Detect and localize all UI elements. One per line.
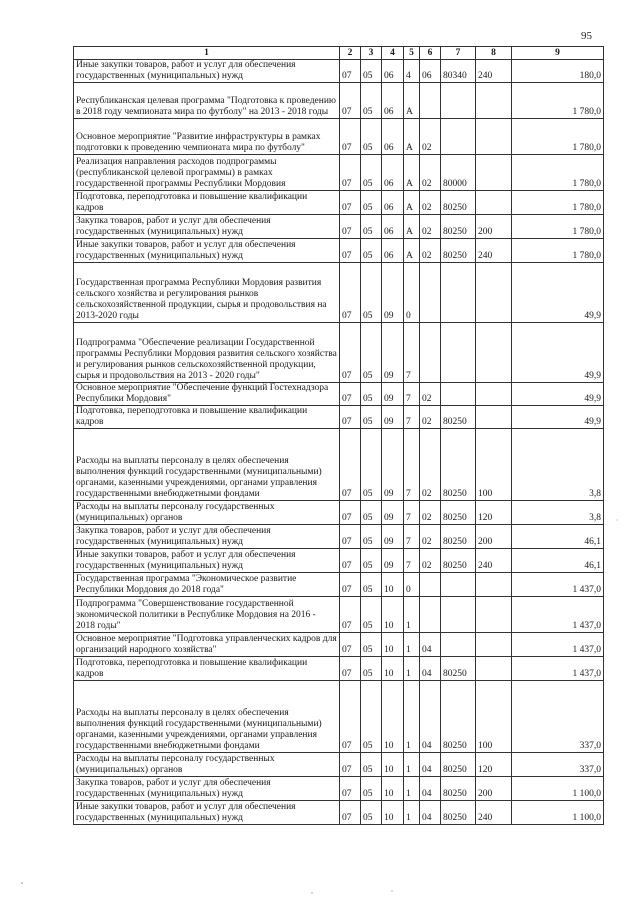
row-code-cell-c3: 05 [361, 777, 382, 801]
row-code-cell-c4: 10 [382, 777, 404, 801]
row-code-cell-c8 [476, 633, 512, 657]
row-amount-cell: 46,1 [512, 525, 604, 549]
row-code-cell-c4: 09 [382, 429, 404, 501]
row-code-cell-c5: 7 [404, 323, 420, 383]
table-row [74, 597, 604, 633]
row-code-cell-c8 [476, 323, 512, 383]
row-code-cell-c5: 1 [404, 681, 420, 753]
row-code-cell-c2: 07 [340, 597, 361, 633]
column-header: 8 [476, 47, 512, 60]
table-row [74, 191, 604, 215]
row-name-cell: Основное мероприятие "Обеспечение функций Гостехнадзора Республики Мордовия" [74, 383, 340, 406]
row-code-cell-c7: 80250 [441, 777, 476, 801]
row-code-cell-c7: 80250 [441, 525, 476, 549]
column-header: 1 [74, 47, 340, 60]
row-code-cell-c6: 04 [420, 753, 441, 777]
row-code-cell-c8: 240 [476, 549, 512, 573]
row-code-cell-c5: А [404, 83, 420, 119]
table-row [74, 681, 604, 753]
row-code-cell-c6: 02 [420, 501, 441, 525]
table-row [74, 501, 604, 525]
row-amount-cell: 49,9 [512, 406, 604, 429]
row-code-cell-c3: 05 [361, 119, 382, 155]
row-code-cell-c3: 05 [361, 573, 382, 597]
row-code-cell-c2: 07 [340, 573, 361, 597]
row-name-cell: Основное мероприятие "Подготовка управленческих кадров для организаций народного хозяйства" [74, 633, 340, 657]
row-code-cell-c7: 80340 [441, 60, 476, 83]
row-code-cell-c8 [476, 263, 512, 323]
row-code-cell-c3: 05 [361, 323, 382, 383]
row-code-cell-c7 [441, 573, 476, 597]
row-amount-cell: 3,8 [512, 429, 604, 501]
row-code-cell-c8 [476, 597, 512, 633]
row-code-cell-c5: 7 [404, 501, 420, 525]
row-name-cell: Расходы на выплаты персоналу в целях обеспечения выполнения функций государственными (муниципальными) органами, казенными учреждениями, органами управления государственными внебюджетными фондами [74, 429, 340, 501]
row-code-cell-c4: 10 [382, 597, 404, 633]
column-header: 6 [420, 47, 441, 60]
row-code-cell-c3: 05 [361, 549, 382, 573]
row-amount-cell: 1 437,0 [512, 573, 604, 597]
row-code-cell-c7 [441, 323, 476, 383]
row-code-cell-c2: 07 [340, 777, 361, 801]
row-code-cell-c7: 80250 [441, 429, 476, 501]
row-code-cell-c3: 05 [361, 406, 382, 429]
row-code-cell-c6 [420, 573, 441, 597]
row-code-cell-c8: 120 [476, 753, 512, 777]
row-code-cell-c4: 06 [382, 191, 404, 215]
row-amount-cell: 46,1 [512, 549, 604, 573]
row-code-cell-c5: 7 [404, 406, 420, 429]
row-code-cell-c3: 05 [361, 155, 382, 191]
row-code-cell-c5: А [404, 155, 420, 191]
row-code-cell-c4: 10 [382, 633, 404, 657]
table-row [74, 753, 604, 777]
row-code-cell-c5: 0 [404, 573, 420, 597]
row-code-cell-c4: 06 [382, 215, 404, 239]
row-code-cell-c2: 07 [340, 525, 361, 549]
row-amount-cell: 1 780,0 [512, 119, 604, 155]
column-header: 7 [441, 47, 476, 60]
table-row [74, 119, 604, 155]
page-number: 95 [581, 30, 592, 42]
table-row [74, 383, 604, 406]
row-code-cell-c5: 0 [404, 263, 420, 323]
row-name-cell: Иные закупки товаров, работ и услуг для обеспечения государственных (муниципальных) нужд [74, 801, 340, 825]
row-code-cell-c5: 7 [404, 525, 420, 549]
row-code-cell-c3: 05 [361, 191, 382, 215]
row-amount-cell: 49,9 [512, 263, 604, 323]
row-code-cell-c3: 05 [361, 633, 382, 657]
row-code-cell-c4: 10 [382, 801, 404, 825]
row-code-cell-c7: 80250 [441, 801, 476, 825]
table-row [74, 323, 604, 383]
row-amount-cell: 1 780,0 [512, 239, 604, 263]
row-name-cell: Подготовка, переподготовка и повышение квалификации кадров [74, 191, 340, 215]
row-code-cell-c6: 04 [420, 801, 441, 825]
row-code-cell-c7: 80250 [441, 681, 476, 753]
row-code-cell-c7: 80250 [441, 406, 476, 429]
row-code-cell-c6: 02 [420, 239, 441, 263]
row-code-cell-c6: 04 [420, 777, 441, 801]
row-code-cell-c8 [476, 573, 512, 597]
row-code-cell-c8: 120 [476, 501, 512, 525]
row-name-cell: Иные закупки товаров, работ и услуг для обеспечения государственных (муниципальных) нужд [74, 60, 340, 83]
table-row [74, 549, 604, 573]
table-row [74, 777, 604, 801]
row-amount-cell: 1 437,0 [512, 657, 604, 681]
row-name-cell: Государственная программа Республики Мордовия развития сельского хозяйства и регулирования рынков сельскохозяйственной продукции, сырья и продовольствия на 2013-2020 годы [74, 263, 340, 323]
row-amount-cell: 49,9 [512, 323, 604, 383]
row-code-cell-c6: 06 [420, 60, 441, 83]
row-code-cell-c7: 80250 [441, 657, 476, 681]
row-code-cell-c3: 05 [361, 525, 382, 549]
row-code-cell-c7 [441, 83, 476, 119]
table-row [74, 406, 604, 429]
row-code-cell-c5: А [404, 215, 420, 239]
row-code-cell-c2: 07 [340, 83, 361, 119]
row-code-cell-c8 [476, 383, 512, 406]
row-name-cell: Основное мероприятие "Развитие инфраструктуры в рамках подготовки к проведению чемпионата мира по футболу" [74, 119, 340, 155]
row-amount-cell: 1 437,0 [512, 597, 604, 633]
row-name-cell: Закупка товаров, работ и услуг для обеспечения государственных (муниципальных) нужд [74, 777, 340, 801]
row-code-cell-c8: 200 [476, 777, 512, 801]
row-code-cell-c3: 05 [361, 383, 382, 406]
row-code-cell-c6: 02 [420, 383, 441, 406]
row-code-cell-c2: 07 [340, 657, 361, 681]
row-code-cell-c8: 200 [476, 525, 512, 549]
row-name-cell: Расходы на выплаты персоналу в целях обеспечения выполнения функций государственными (муниципальными) органами, казенными учреждениями, органами управления государственными внебюджетными фондами [74, 681, 340, 753]
row-code-cell-c2: 07 [340, 501, 361, 525]
row-code-cell-c5: А [404, 191, 420, 215]
row-name-cell: Государственная программа "Экономическое развитие Республики Мордовия до 2018 года" [74, 573, 340, 597]
row-code-cell-c7: 80250 [441, 501, 476, 525]
row-name-cell: Республиканская целевая программа "Подготовка к проведению в 2018 году чемпионата мира по футболу" на 2013 - 2018 годы [74, 83, 340, 119]
row-code-cell-c3: 05 [361, 501, 382, 525]
row-code-cell-c4: 06 [382, 60, 404, 83]
row-name-cell: Подпрограмма "Совершенствование государственной экономической политики в Республике Мордовия на 2016 - 2018 годы" [74, 597, 340, 633]
table-header [74, 47, 604, 60]
row-code-cell-c7: 80250 [441, 215, 476, 239]
column-header: 9 [512, 47, 604, 60]
row-code-cell-c3: 05 [361, 429, 382, 501]
row-amount-cell: 1 100,0 [512, 801, 604, 825]
row-code-cell-c7: 80250 [441, 753, 476, 777]
row-code-cell-c5: А [404, 119, 420, 155]
row-code-cell-c6 [420, 83, 441, 119]
row-code-cell-c2: 07 [340, 753, 361, 777]
row-name-cell: Подпрограмма "Обеспечение реализации Государственной программы Республики Мордовия развития сельского хозяйства и регулирования рынков сельскохозяйственной продукции, сырья и продовольствия на 2013 - 2020 годы" [74, 323, 340, 383]
row-amount-cell: 1 780,0 [512, 191, 604, 215]
row-code-cell-c5: 7 [404, 429, 420, 501]
row-code-cell-c4: 06 [382, 239, 404, 263]
header-row [74, 47, 604, 60]
table-row [74, 215, 604, 239]
row-code-cell-c2: 07 [340, 383, 361, 406]
row-code-cell-c3: 05 [361, 239, 382, 263]
row-name-cell: Закупка товаров, работ и услуг для обеспечения государственных (муниципальных) нужд [74, 215, 340, 239]
row-code-cell-c2: 07 [340, 60, 361, 83]
row-code-cell-c6: 02 [420, 119, 441, 155]
row-code-cell-c6: 02 [420, 215, 441, 239]
row-code-cell-c8 [476, 83, 512, 119]
table-body [74, 60, 604, 825]
row-code-cell-c5: 1 [404, 801, 420, 825]
row-code-cell-c8: 240 [476, 60, 512, 83]
row-code-cell-c4: 06 [382, 155, 404, 191]
table-row [74, 801, 604, 825]
column-header: 4 [382, 47, 404, 60]
row-code-cell-c6: 02 [420, 429, 441, 501]
row-code-cell-c4: 09 [382, 501, 404, 525]
row-code-cell-c2: 07 [340, 429, 361, 501]
row-code-cell-c5: А [404, 239, 420, 263]
row-code-cell-c8: 240 [476, 239, 512, 263]
row-code-cell-c8: 200 [476, 215, 512, 239]
row-name-cell: Закупка товаров, работ и услуг для обеспечения государственных (муниципальных) нужд [74, 525, 340, 549]
row-amount-cell: 1 100,0 [512, 777, 604, 801]
row-code-cell-c7 [441, 633, 476, 657]
column-header: 2 [340, 47, 361, 60]
row-code-cell-c2: 07 [340, 406, 361, 429]
row-code-cell-c4: 10 [382, 753, 404, 777]
row-code-cell-c2: 07 [340, 215, 361, 239]
row-name-cell: Подготовка, переподготовка и повышение квалификации кадров [74, 657, 340, 681]
row-code-cell-c5: 1 [404, 657, 420, 681]
row-code-cell-c7 [441, 383, 476, 406]
row-code-cell-c4: 09 [382, 263, 404, 323]
row-code-cell-c5: 1 [404, 597, 420, 633]
row-code-cell-c8 [476, 406, 512, 429]
row-code-cell-c8: 240 [476, 801, 512, 825]
row-code-cell-c2: 07 [340, 239, 361, 263]
row-code-cell-c5: 4 [404, 60, 420, 83]
row-code-cell-c7: 80250 [441, 239, 476, 263]
row-code-cell-c7: 80250 [441, 549, 476, 573]
table-row [74, 263, 604, 323]
table-row [74, 657, 604, 681]
row-amount-cell: 3,8 [512, 501, 604, 525]
row-code-cell-c8 [476, 119, 512, 155]
table-row [74, 633, 604, 657]
column-header: 5 [404, 47, 420, 60]
row-code-cell-c7 [441, 263, 476, 323]
row-code-cell-c3: 05 [361, 681, 382, 753]
row-code-cell-c4: 10 [382, 681, 404, 753]
row-code-cell-c8 [476, 191, 512, 215]
row-code-cell-c3: 05 [361, 60, 382, 83]
row-code-cell-c4: 06 [382, 83, 404, 119]
row-name-cell: Иные закупки товаров, работ и услуг для обеспечения государственных (муниципальных) нужд [74, 239, 340, 263]
row-code-cell-c3: 05 [361, 657, 382, 681]
row-code-cell-c6 [420, 597, 441, 633]
row-code-cell-c6: 04 [420, 633, 441, 657]
row-code-cell-c6: 02 [420, 155, 441, 191]
row-code-cell-c8: 100 [476, 429, 512, 501]
row-amount-cell: 1 780,0 [512, 215, 604, 239]
row-code-cell-c6: 02 [420, 406, 441, 429]
row-name-cell: Расходы на выплаты персоналу государственных (муниципальных) органов [74, 753, 340, 777]
row-code-cell-c2: 07 [340, 323, 361, 383]
row-code-cell-c2: 07 [340, 155, 361, 191]
row-code-cell-c7: 80250 [441, 191, 476, 215]
row-code-cell-c5: 1 [404, 777, 420, 801]
row-code-cell-c4: 10 [382, 657, 404, 681]
table-row [74, 60, 604, 83]
row-code-cell-c8 [476, 657, 512, 681]
row-amount-cell: 1 780,0 [512, 155, 604, 191]
row-code-cell-c6: 02 [420, 191, 441, 215]
table-row [74, 83, 604, 119]
row-code-cell-c2: 07 [340, 801, 361, 825]
row-code-cell-c5: 7 [404, 549, 420, 573]
row-amount-cell: 180,0 [512, 60, 604, 83]
column-header: 3 [361, 47, 382, 60]
row-code-cell-c2: 07 [340, 263, 361, 323]
row-name-cell: Иные закупки товаров, работ и услуг для обеспечения государственных (муниципальных) нужд [74, 549, 340, 573]
row-code-cell-c8: 100 [476, 681, 512, 753]
row-code-cell-c6: 02 [420, 549, 441, 573]
row-code-cell-c3: 05 [361, 753, 382, 777]
row-code-cell-c6 [420, 263, 441, 323]
budget-table [73, 46, 604, 825]
table-row [74, 573, 604, 597]
row-code-cell-c7: 80000 [441, 155, 476, 191]
row-amount-cell: 337,0 [512, 753, 604, 777]
row-code-cell-c5: 7 [404, 383, 420, 406]
row-code-cell-c4: 09 [382, 525, 404, 549]
row-code-cell-c5: 1 [404, 633, 420, 657]
row-code-cell-c3: 05 [361, 801, 382, 825]
row-code-cell-c5: 1 [404, 753, 420, 777]
row-code-cell-c2: 07 [340, 549, 361, 573]
row-code-cell-c6 [420, 323, 441, 383]
table-row [74, 239, 604, 263]
row-code-cell-c3: 05 [361, 83, 382, 119]
row-code-cell-c4: 09 [382, 383, 404, 406]
row-code-cell-c3: 05 [361, 597, 382, 633]
row-code-cell-c6: 04 [420, 681, 441, 753]
table-row [74, 155, 604, 191]
row-code-cell-c7 [441, 597, 476, 633]
row-name-cell: Подготовка, переподготовка и повышение квалификации кадров [74, 406, 340, 429]
row-code-cell-c3: 05 [361, 215, 382, 239]
row-code-cell-c7 [441, 119, 476, 155]
row-name-cell: Расходы на выплаты персоналу государственных (муниципальных) органов [74, 501, 340, 525]
row-code-cell-c2: 07 [340, 119, 361, 155]
row-amount-cell: 49,9 [512, 383, 604, 406]
row-amount-cell: 1 780,0 [512, 83, 604, 119]
row-code-cell-c2: 07 [340, 191, 361, 215]
row-code-cell-c6: 04 [420, 657, 441, 681]
table-row [74, 525, 604, 549]
row-code-cell-c4: 09 [382, 549, 404, 573]
row-code-cell-c6: 02 [420, 525, 441, 549]
row-code-cell-c3: 05 [361, 263, 382, 323]
table-row [74, 429, 604, 501]
row-name-cell: Реализация направления расходов подпрограммы (республиканской целевой программы) в рамках государственной программы Республики Мордовия [74, 155, 340, 191]
row-code-cell-c2: 07 [340, 681, 361, 753]
row-code-cell-c4: 09 [382, 406, 404, 429]
row-amount-cell: 337,0 [512, 681, 604, 753]
row-code-cell-c4: 06 [382, 119, 404, 155]
row-code-cell-c2: 07 [340, 633, 361, 657]
row-code-cell-c4: 09 [382, 323, 404, 383]
row-code-cell-c8 [476, 155, 512, 191]
row-amount-cell: 1 437,0 [512, 633, 604, 657]
row-code-cell-c4: 10 [382, 573, 404, 597]
